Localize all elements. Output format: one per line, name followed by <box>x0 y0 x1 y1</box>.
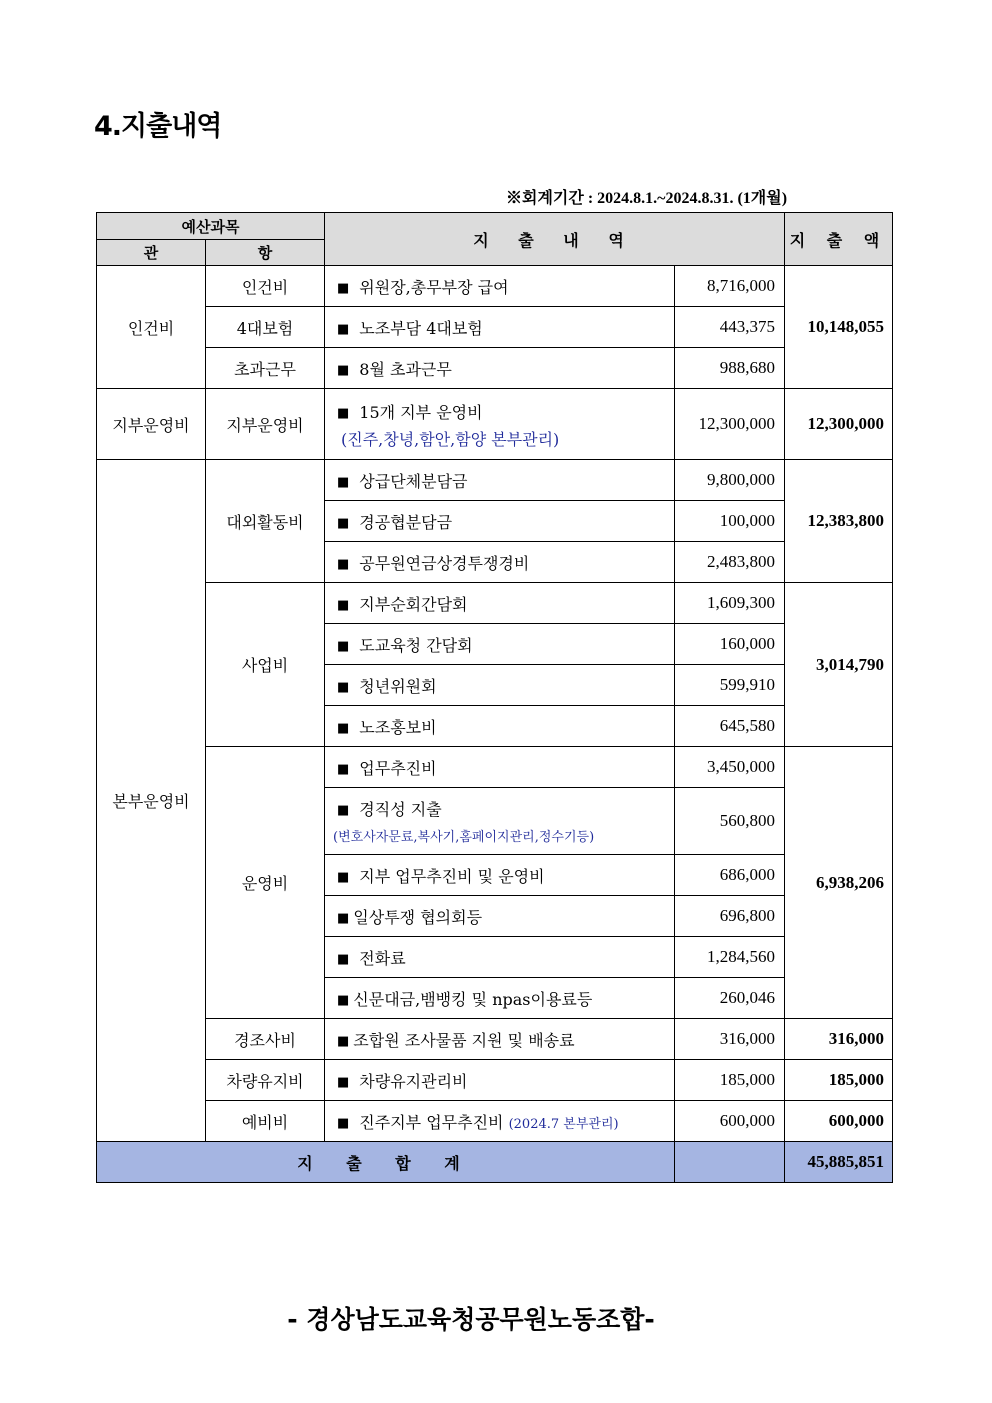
detail-cell: ■ 청년위원회 <box>325 665 675 706</box>
total-cell: 600,000 <box>785 1101 893 1142</box>
page-title: 4.지출내역 <box>94 111 222 142</box>
gwan-cell: 본부운영비 <box>97 460 206 1142</box>
total-cell: 185,000 <box>785 1060 893 1101</box>
bullet-icon: ■ <box>337 1074 350 1090</box>
detail-cell: ■ 업무추진비 <box>325 747 675 788</box>
amount-cell: 3,450,000 <box>675 747 785 788</box>
bullet-icon: ■ <box>337 1115 350 1131</box>
sum-empty-cell <box>675 1142 785 1183</box>
detail-cell: ■ 공무원연금상경투쟁경비 <box>325 542 675 583</box>
amount-cell: 160,000 <box>675 624 785 665</box>
amount-cell: 686,000 <box>675 855 785 896</box>
bullet-icon: ■ <box>337 951 350 967</box>
sum-total: 45,885,851 <box>785 1142 893 1183</box>
hang-cell: 예비비 <box>206 1101 325 1142</box>
hang-cell: 경조사비 <box>206 1019 325 1060</box>
detail-cell: ■ 8월 초과근무 <box>325 348 675 389</box>
gwan-cell: 인건비 <box>97 266 206 389</box>
bullet-icon: ■ <box>337 556 350 572</box>
amount-cell: 560,800 <box>675 788 785 855</box>
amount-cell: 185,000 <box>675 1060 785 1101</box>
detail-cell: ■ 경직성 지출 (변호사자문료,복사기,홈페이지관리,정수기등) <box>325 788 675 855</box>
bullet-icon: ■ <box>337 869 350 885</box>
amount-cell: 600,000 <box>675 1101 785 1142</box>
bullet-icon: ■ <box>337 362 350 378</box>
table-row <box>97 307 893 348</box>
table-row <box>97 583 893 624</box>
hang-cell: 지부운영비 <box>206 389 325 460</box>
amount-cell: 1,609,300 <box>675 583 785 624</box>
hang-cell: 사업비 <box>206 583 325 747</box>
hang-cell: 운영비 <box>206 747 325 1019</box>
detail-cell: ■ 15개 지부 운영비 (진주,창녕,함안,함양 본부관리) <box>325 389 675 460</box>
expense-table <box>96 212 893 1183</box>
amount-cell: 988,680 <box>675 348 785 389</box>
hang-cell: 차량유지비 <box>206 1060 325 1101</box>
detail-cell: ■ 노조홍보비 <box>325 706 675 747</box>
gwan-cell: 지부운영비 <box>97 389 206 460</box>
organization-footer: - 경상남도교육청공무원노동조합- <box>287 1305 655 1334</box>
detail-note: (변호사자문료,복사기,홈페이지관리,정수기등) <box>333 830 595 845</box>
bullet-icon: ■ <box>337 761 350 777</box>
header-detail: 지 출 내 역 <box>325 213 785 266</box>
header-budget: 예산과목 <box>97 213 325 240</box>
bullet-icon: ■ <box>337 515 350 531</box>
sum-row <box>97 1142 893 1183</box>
table-row <box>97 266 893 307</box>
total-cell: 316,000 <box>785 1019 893 1060</box>
header-hang: 항 <box>206 240 325 266</box>
detail-cell: ■ 경공협분담금 <box>325 501 675 542</box>
amount-cell: 9,800,000 <box>675 460 785 501</box>
table-row <box>97 1060 893 1101</box>
detail-cell: ■ 지부순회간담회 <box>325 583 675 624</box>
detail-cell: ■ 상급단체분담금 <box>325 460 675 501</box>
header-amount: 지 출 액 <box>785 213 893 266</box>
table-row <box>97 348 893 389</box>
amount-cell: 696,800 <box>675 896 785 937</box>
accounting-period: ※회계기간 : 2024.8.1.~2024.8.31. (1개월) <box>506 190 788 207</box>
detail-cell: ■ 진주지부 업무추진비 (2024.7 본부관리) <box>325 1101 675 1142</box>
table-row <box>97 1019 893 1060</box>
bullet-icon: ■ <box>337 638 350 654</box>
amount-cell: 1,284,560 <box>675 937 785 978</box>
header-gwan: 관 <box>97 240 206 266</box>
bullet-icon: ■ <box>337 474 350 490</box>
hang-cell: 대외활동비 <box>206 460 325 583</box>
total-cell: 10,148,055 <box>785 266 893 389</box>
detail-cell: ■ 신문대금,뱀뱅킹 및 npas이용료등 <box>325 978 675 1019</box>
detail-cell: ■ 지부 업무추진비 및 운영비 <box>325 855 675 896</box>
bullet-icon: ■ <box>337 321 350 337</box>
amount-cell: 100,000 <box>675 501 785 542</box>
hang-cell: 4대보험 <box>206 307 325 348</box>
bullet-icon: ■ <box>337 720 350 736</box>
bullet-icon: ■ <box>337 1033 350 1049</box>
bullet-icon: ■ <box>337 910 350 926</box>
amount-cell: 316,000 <box>675 1019 785 1060</box>
detail-cell: ■ 조합원 조사물품 지원 및 배송료 <box>325 1019 675 1060</box>
detail-cell: ■ 위원장,총무부장 급여 <box>325 266 675 307</box>
detail-cell: ■ 노조부담 4대보험 <box>325 307 675 348</box>
table-row <box>97 389 893 460</box>
detail-cell: ■ 전화료 <box>325 937 675 978</box>
total-cell: 3,014,790 <box>785 583 893 747</box>
bullet-icon: ■ <box>337 597 350 613</box>
hang-cell: 초과근무 <box>206 348 325 389</box>
amount-cell: 2,483,800 <box>675 542 785 583</box>
table-row <box>97 460 893 501</box>
bullet-icon: ■ <box>337 679 350 695</box>
total-cell: 12,383,800 <box>785 460 893 583</box>
amount-cell: 260,046 <box>675 978 785 1019</box>
detail-cell: ■ 도교육청 간담회 <box>325 624 675 665</box>
table-row <box>97 747 893 788</box>
amount-cell: 443,375 <box>675 307 785 348</box>
bullet-icon: ■ <box>337 992 350 1008</box>
amount-cell: 12,300,000 <box>675 389 785 460</box>
bullet-icon: ■ <box>337 803 350 818</box>
bullet-icon: ■ <box>337 280 350 296</box>
detail-cell: ■ 일상투쟁 협의회등 <box>325 896 675 937</box>
detail-note: (2024.7 본부관리) <box>508 1116 619 1132</box>
detail-cell: ■ 차량유지관리비 <box>325 1060 675 1101</box>
table-row <box>97 1101 893 1142</box>
total-cell: 6,938,206 <box>785 747 893 1019</box>
hang-cell: 인건비 <box>206 266 325 307</box>
detail-note: (진주,창녕,함안,함양 본부관리) <box>341 430 560 449</box>
amount-cell: 645,580 <box>675 706 785 747</box>
table-header-row <box>97 213 893 240</box>
amount-cell: 8,716,000 <box>675 266 785 307</box>
sum-label: 지 출 합 계 <box>97 1142 675 1183</box>
amount-cell: 599,910 <box>675 665 785 706</box>
bullet-icon: ■ <box>337 406 350 421</box>
total-cell: 12,300,000 <box>785 389 893 460</box>
